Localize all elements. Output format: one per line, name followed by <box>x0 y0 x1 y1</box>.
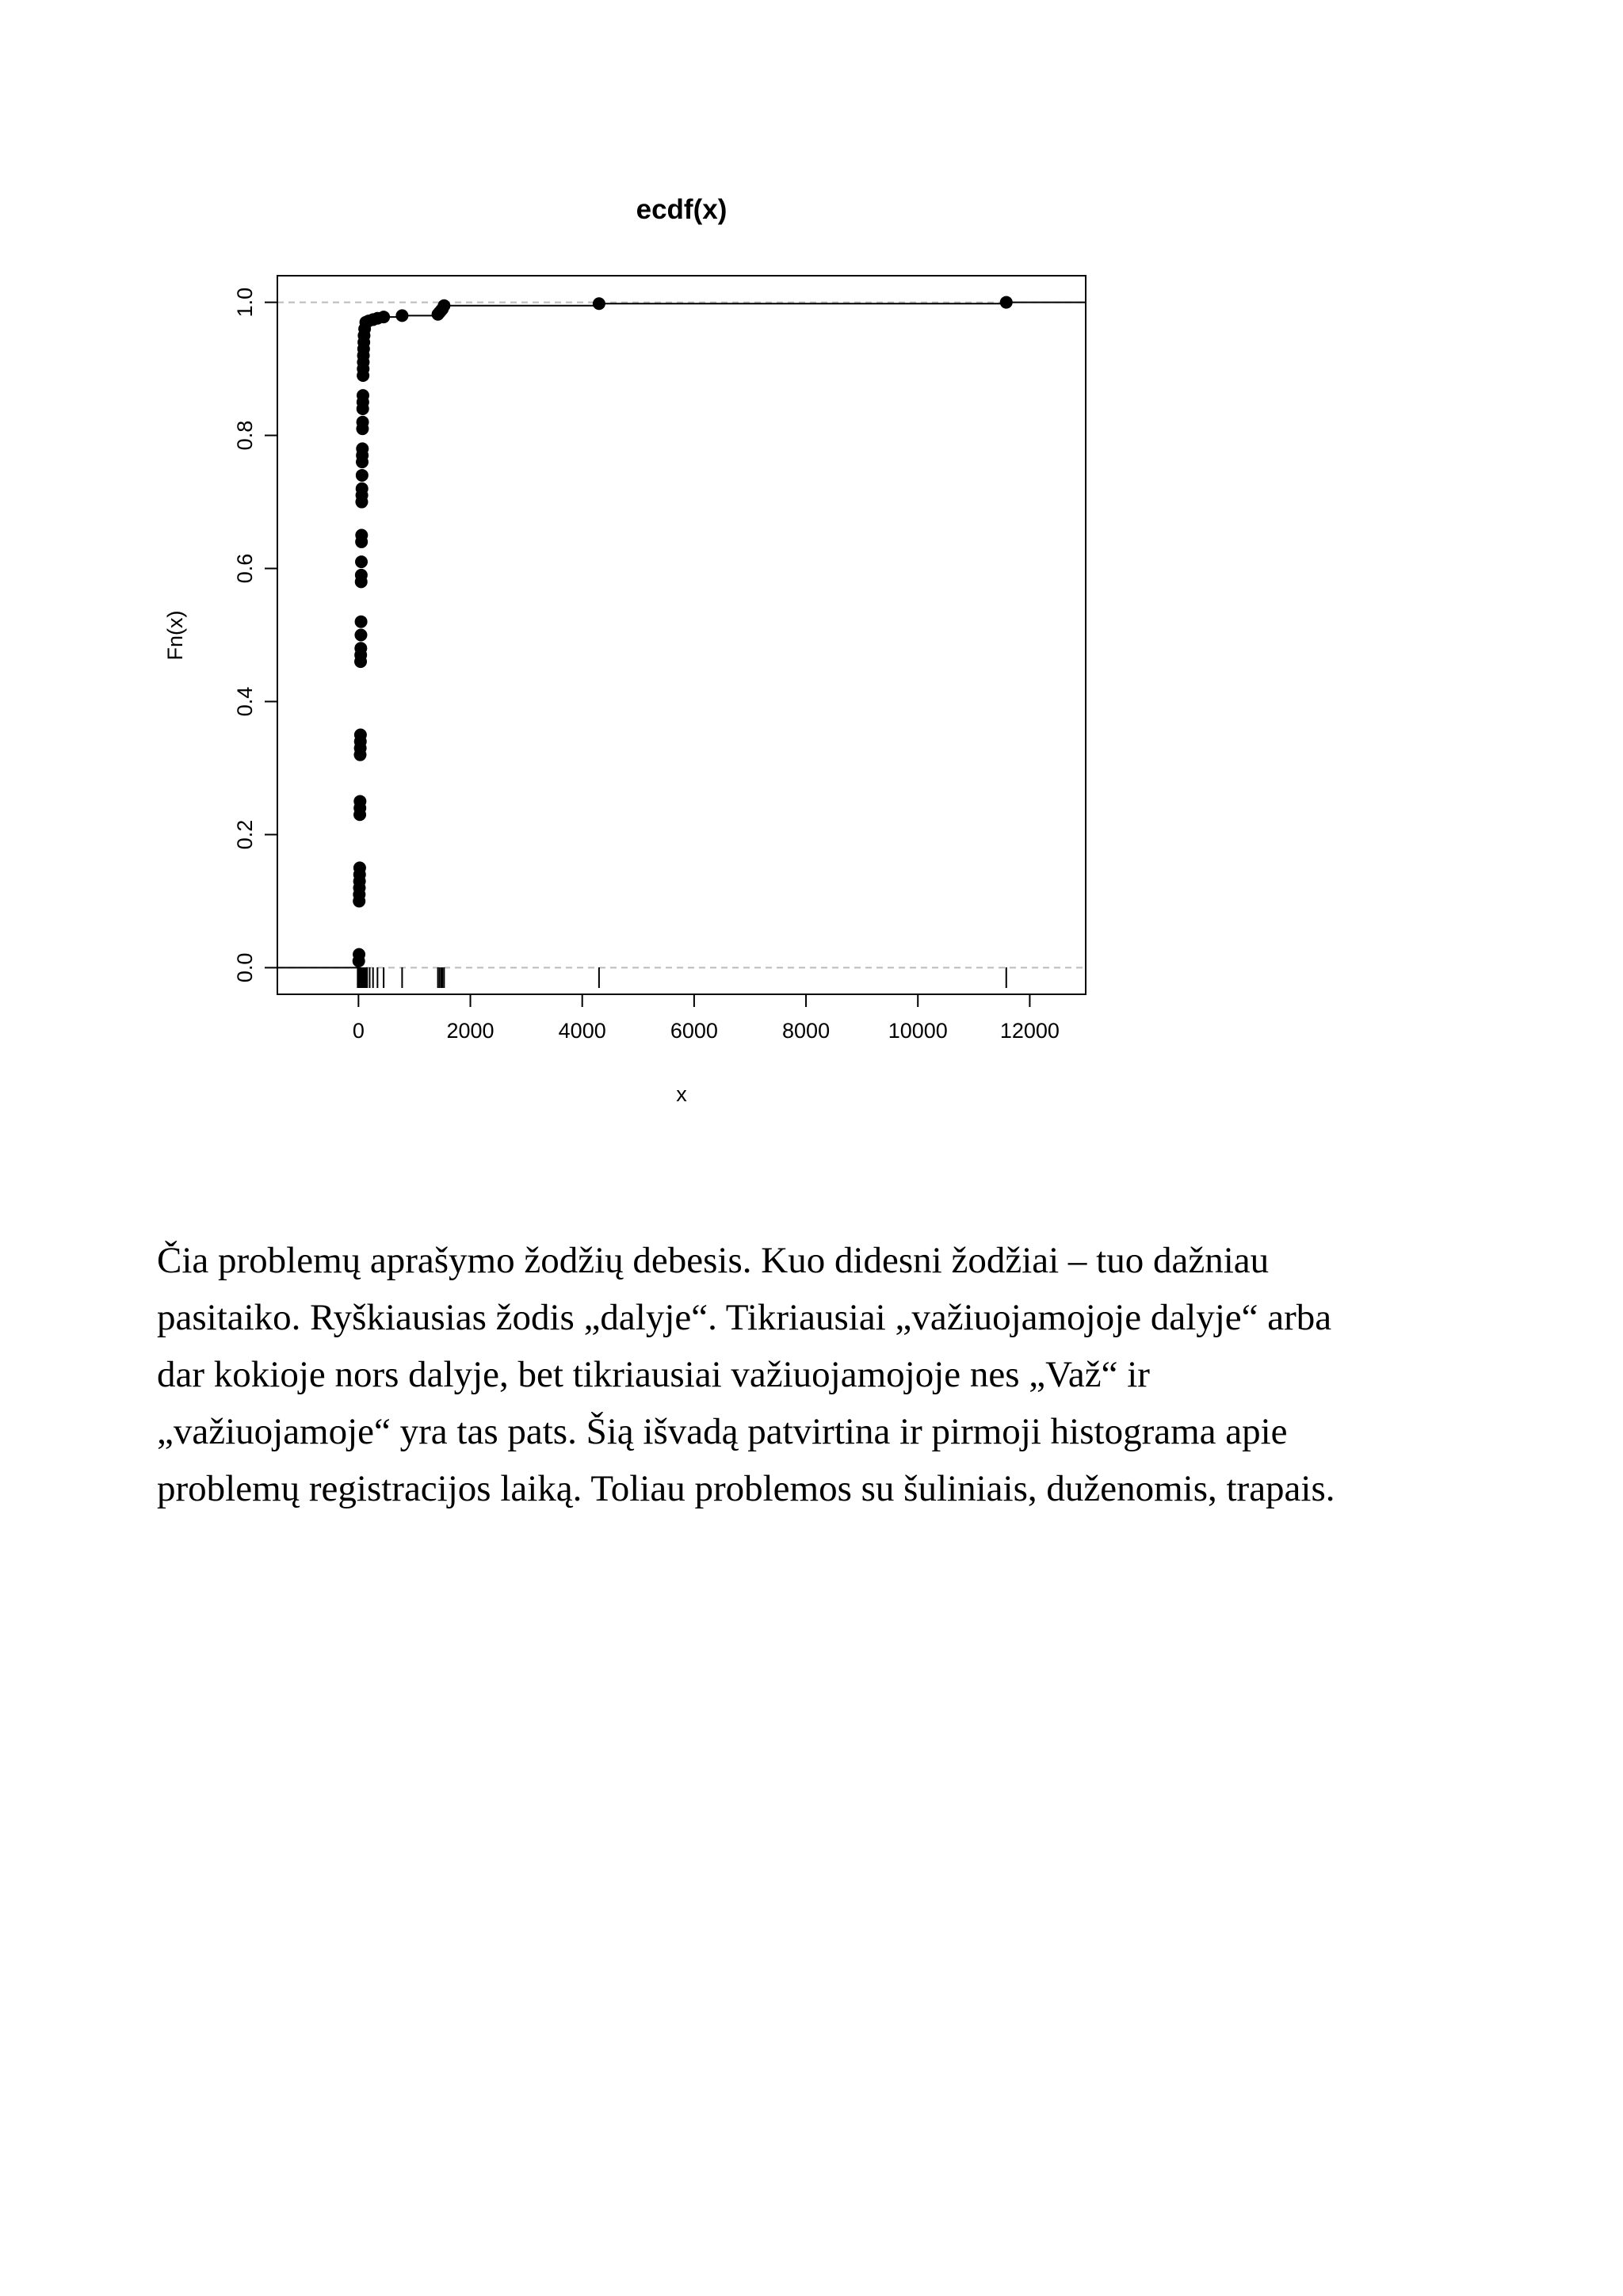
data-point <box>354 728 367 741</box>
plot-area <box>233 276 1086 1043</box>
x-tick-label: 10000 <box>888 1019 948 1043</box>
data-point <box>355 529 368 542</box>
ecdf-chart-svg <box>151 190 1102 1125</box>
data-point <box>354 629 367 642</box>
y-tick-label: 0.0 <box>233 952 257 983</box>
data-point <box>357 389 369 402</box>
plot-frame <box>277 276 1086 994</box>
data-point <box>377 311 390 323</box>
data-point <box>353 861 366 874</box>
x-tick-label: 0 <box>352 1019 365 1043</box>
ecdf-chart <box>151 190 1102 1125</box>
y-axis-label: Fn(x) <box>163 610 187 661</box>
body-paragraph <box>157 1232 1504 1517</box>
data-point <box>356 442 369 455</box>
data-point <box>355 616 368 628</box>
paragraph-line: problemų registracijos laiką. Toliau problemos su šuliniais, duženomis, trapais. <box>157 1468 1335 1509</box>
x-axis-label: x <box>676 1082 687 1106</box>
data-point <box>353 948 365 961</box>
x-tick-label: 2000 <box>446 1019 495 1043</box>
data-point <box>355 555 368 568</box>
paragraph-line: „važiuojamoje“ yra tas pats. Šią išvadą patvirtina ir pirmoji histograma apie <box>157 1411 1288 1452</box>
paragraph-line: dar kokioje nors dalyje, bet tikriausiai važiuojamojoje nes „Važ“ ir <box>157 1354 1150 1395</box>
data-point <box>355 569 368 582</box>
x-tick-label: 6000 <box>670 1019 718 1043</box>
y-tick-label: 0.8 <box>233 420 257 451</box>
data-point <box>356 482 369 495</box>
data-point <box>354 642 367 654</box>
paragraph-line: pasitaiko. Ryškiausias žodis „dalyje“. Tikriausiai „važiuojamojoje dalyje“ arba <box>157 1297 1332 1338</box>
y-tick-label: 0.4 <box>233 686 257 717</box>
x-tick-label: 8000 <box>782 1019 831 1043</box>
data-point <box>356 469 369 482</box>
x-tick-label: 4000 <box>558 1019 606 1043</box>
paragraph-line: Čia problemų aprašymo žodžių debesis. Kuo didesni žodžiai – tuo dažniau <box>157 1240 1270 1281</box>
data-point <box>395 309 408 322</box>
ecdf-step-line <box>277 303 1086 968</box>
data-point <box>437 299 450 312</box>
data-point <box>1000 296 1013 309</box>
data-point <box>353 795 366 807</box>
data-point <box>357 416 369 429</box>
y-tick-label: 1.0 <box>233 287 257 318</box>
y-tick-label: 0.6 <box>233 553 257 584</box>
y-tick-label: 0.2 <box>233 819 257 850</box>
data-point <box>593 297 605 310</box>
chart-title: ecdf(x) <box>636 194 727 225</box>
x-tick-label: 12000 <box>999 1019 1060 1043</box>
